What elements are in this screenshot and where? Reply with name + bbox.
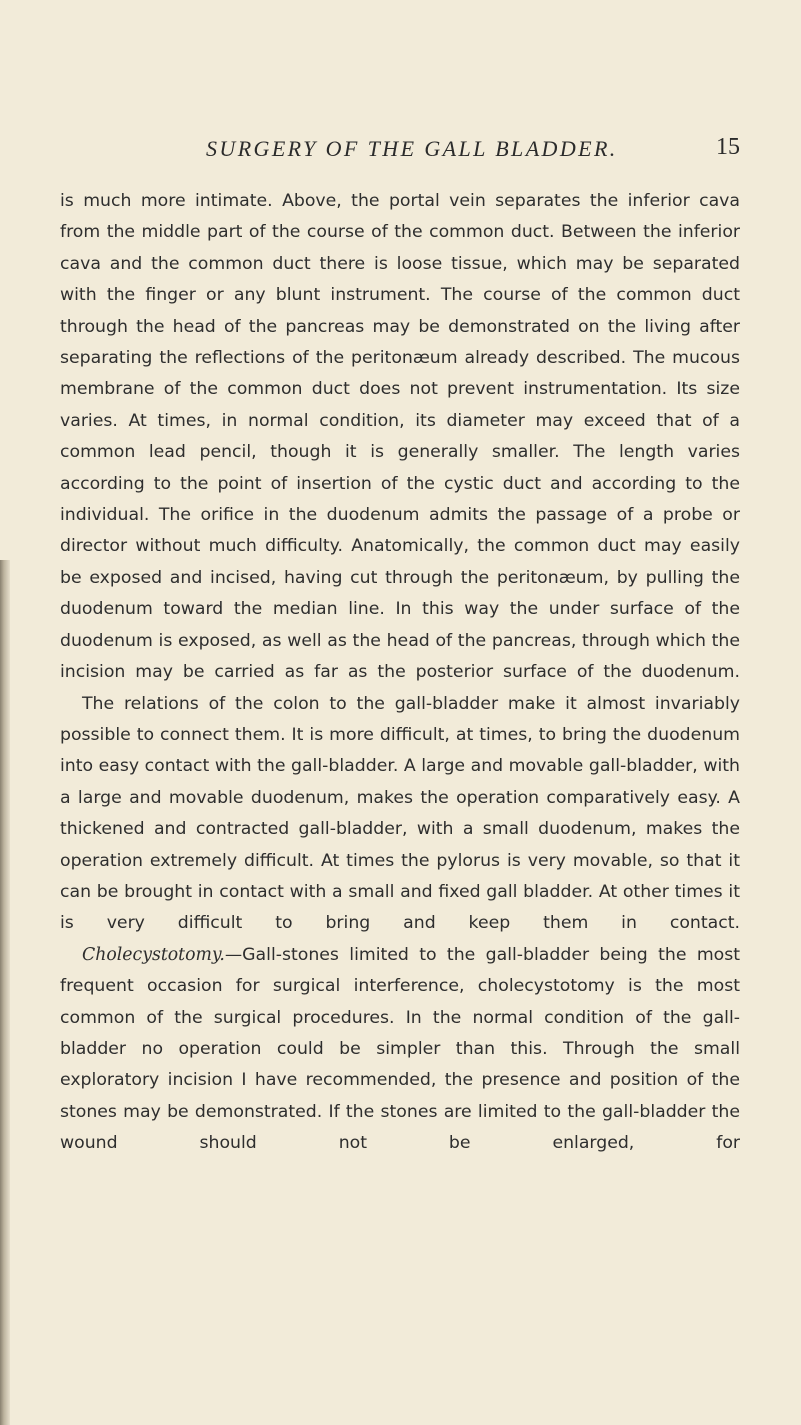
binding-edge xyxy=(0,560,10,1425)
body-text xyxy=(60,186,740,1160)
paragraph-2: The relations of the colon to the gall-bladder make it almost invariably possible to connect them. It is more difficult, at times, to bring the duodenum into easy contact with the gall-bladder. A large and movable gall-bladder, with a large and movable duodenum, makes the operation comparatively easy. A thickened and contracted gall-bladder, with a small duodenum, makes the operation extremely difficult. At times the pylorus is very movable, so that it can be brought in contact with a small and fixed gall bladder. At other times it is very difficult to bring and keep them in contact. xyxy=(60,693,740,934)
paragraph-3 xyxy=(60,940,740,1160)
running-head xyxy=(60,136,740,170)
running-title: SURGERY OF THE GALL BLADDER. xyxy=(206,136,618,161)
section-heading-cholecystotomy: Cholecystotomy. xyxy=(82,944,225,965)
paragraph-1: is much more intimate. Above, the portal vein separates the inferior cava from the middle part of the course of the common duct. Between the inferior cava and the common duct there is loose tissue, which may be separated with the finger or any blunt instrument. The course of the common duct through the head of the pancreas may be demonstrated on the living after separating the reflections of the peritonæum already described. The mucous membrane of the common duct does not prevent instrumentation. Its size varies. At times, in normal condition, its diameter may exceed that of a common lead pencil, though it is generally smaller. The length varies according to the point of insertion of the cystic duct and according to the individual. The orifice in the duodenum admits the passage of a probe or director without much difficulty. Anatomically, the common duct may easily be exposed and incised, having cut through the peritonæum, by pulling the duodenum toward the median line. In this way the under surface of the duodenum is exposed, as well as the head of the pancreas, through which the incision may be carried as far as the posterior surface of the duodenum. xyxy=(60,191,740,683)
paragraph-3-text: —Gall-stones limited to the gall-bladder being the most frequent occasion for surgical interference, cholecystotomy is the most common of the surgical procedures. In the normal condition of the gall-bladder no operation could be simpler than this. Through the small exploratory incision I have recommended, the presence and position of the stones may be demonstrated. If the stones are limited to the gall-bladder the wound should not be enlarged, for xyxy=(60,944,740,1154)
page-number: 15 xyxy=(716,134,740,160)
